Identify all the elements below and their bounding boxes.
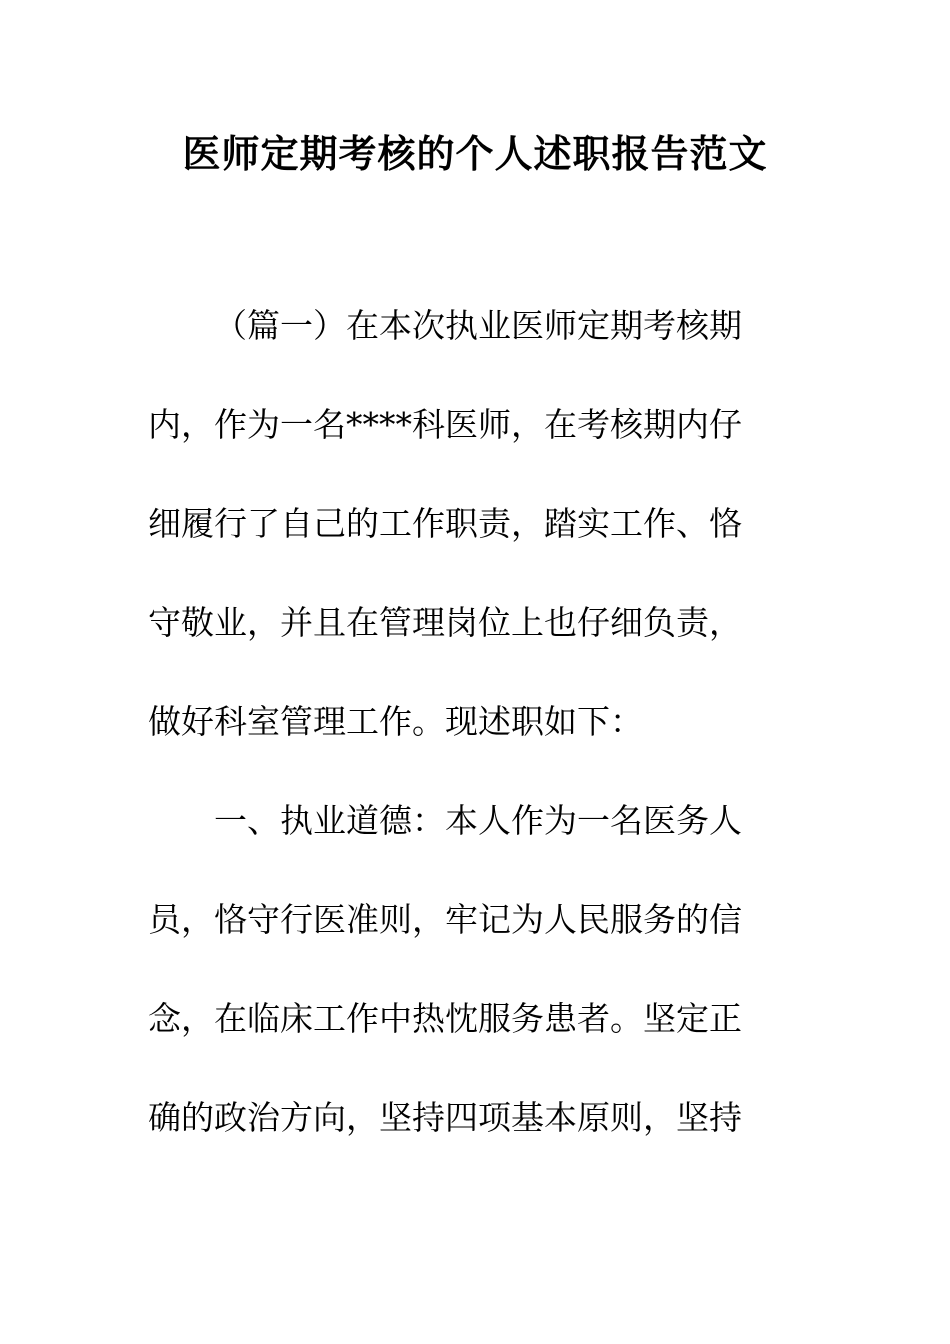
paragraph-line: 员，恪守行医准则，牢记为人民服务的信 [148, 900, 742, 939]
paragraph-line: 念，在临床工作中热忱服务患者。坚定正 [148, 999, 742, 1038]
paragraph-line: 内，作为一名****科医师，在考核期内仔 [148, 405, 742, 444]
paragraph-line: 一、执业道德：本人作为一名医务人 [214, 801, 742, 840]
paragraph-line: 确的政治方向，坚持四项基本原则，坚持 [148, 1098, 742, 1137]
paragraph-line: 细履行了自己的工作职责，踏实工作、恪 [148, 504, 742, 543]
document-title: 医师定期考核的个人述职报告范文 [182, 131, 768, 176]
paragraph-line: 做好科室管理工作。现述职如下： [148, 702, 643, 741]
paragraph-line: 守敬业，并且在管理岗位上也仔细负责， [148, 603, 742, 642]
document-body [148, 300, 788, 1191]
paragraph-line: （篇一）在本次执业医师定期考核期 [214, 306, 742, 345]
